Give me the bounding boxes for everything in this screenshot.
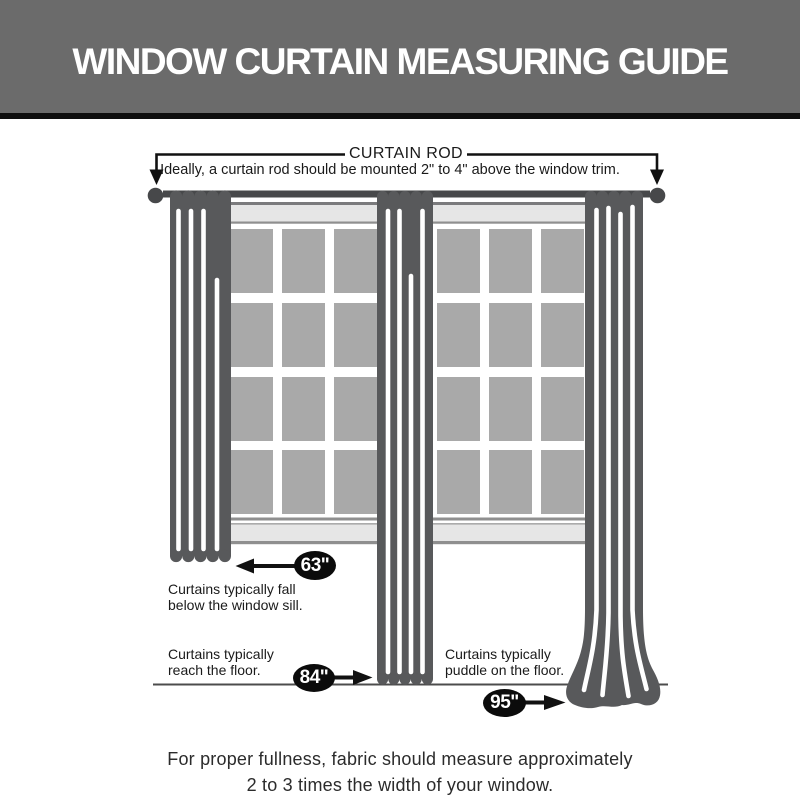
rod-finial-right-icon — [650, 188, 666, 204]
window-pane — [437, 229, 480, 293]
window-pane — [437, 303, 480, 367]
caption-sill-length — [168, 582, 303, 613]
window-pane — [282, 303, 325, 367]
floor-measure-arrow-icon — [334, 670, 373, 685]
window-pane — [541, 303, 584, 367]
window-pane — [230, 450, 273, 514]
rod-finial-left-icon — [148, 188, 164, 204]
length-badge-floor: 84" — [293, 664, 335, 692]
window-pane — [489, 303, 532, 367]
window-pane — [334, 229, 377, 293]
window-pane — [541, 229, 584, 293]
window-pane — [541, 377, 584, 441]
length-badge-puddle: 95" — [483, 689, 526, 717]
window-pane — [541, 450, 584, 514]
caption-line: Curtains typically fall — [168, 581, 296, 597]
window-pane — [282, 450, 325, 514]
caption-floor-length — [168, 647, 274, 678]
caption-line: Curtains typically — [445, 646, 551, 662]
curtain-sill-length — [170, 190, 231, 562]
window-pane — [489, 229, 532, 293]
caption-line: puddle on the floor. — [445, 661, 565, 678]
caption-line: below the window sill. — [168, 596, 303, 613]
curtain-floor-length — [377, 191, 433, 685]
fullness-note-line: For proper fullness, fabric should measure approximately — [167, 749, 633, 769]
window-pane — [282, 229, 325, 293]
window-pane — [282, 377, 325, 441]
fullness-note-line: 2 to 3 times the width of your window. — [246, 775, 554, 795]
caption-line: reach the floor. — [168, 661, 261, 678]
window-pane — [334, 303, 377, 367]
curtain-rod-label: CURTAIN ROD — [348, 145, 464, 162]
puddle-measure-arrow-icon — [525, 695, 566, 710]
sill-measure-arrow-icon — [236, 559, 297, 574]
caption-line: Curtains typically — [168, 646, 274, 662]
page-title: WINDOW CURTAIN MEASURING GUIDE — [72, 40, 728, 82]
caption-puddle-length — [445, 647, 564, 678]
window-pane — [437, 377, 480, 441]
length-badge-sill: 63" — [294, 551, 336, 580]
rod-mounting-note: Ideally, a curtain rod should be mounted 2" to 4" above the window trim. — [160, 162, 620, 178]
window-pane — [230, 377, 273, 441]
window-pane — [334, 377, 377, 441]
window-pane — [437, 450, 480, 514]
window-pane — [489, 450, 532, 514]
window-top-trim — [227, 202, 641, 224]
window-pane — [489, 377, 532, 441]
window-pane — [230, 303, 273, 367]
window-pane — [230, 229, 273, 293]
fullness-note — [0, 746, 800, 798]
window-pane — [334, 450, 377, 514]
